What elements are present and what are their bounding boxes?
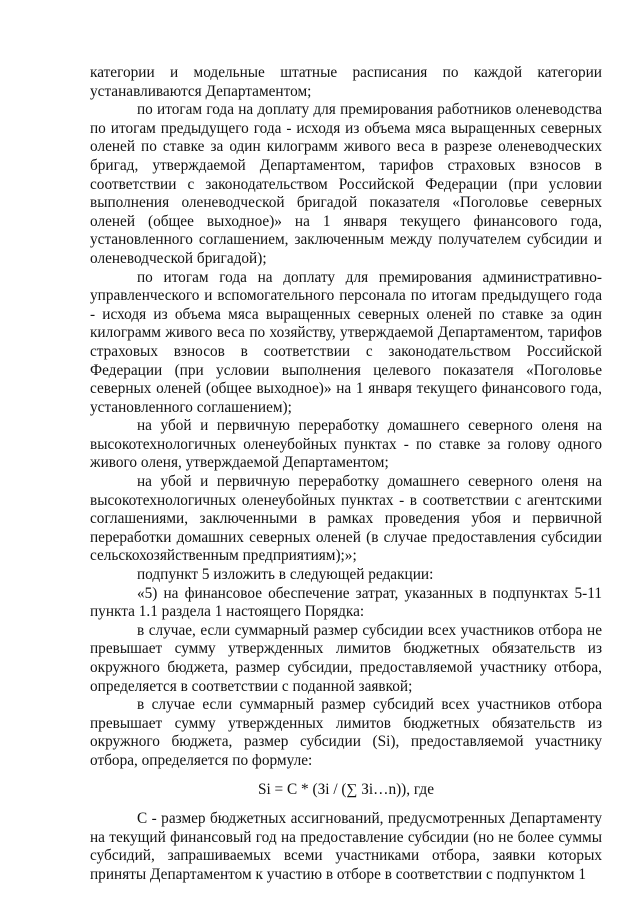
- formula: Si = C * (Зi / (∑ Зi…n)), где: [257, 780, 435, 798]
- paragraph-1: категории и модельные штатные расписания по каждой категории устанавливаются Департаментом;: [90, 64, 602, 100]
- paragraph-final: С - размер бюджетных ассигнований, предусмотренных Департаменту на текущий финансовый год на предоставление субсидии (но не более суммы субсидий, запрашиваемых всеми участниками отбора, заявки которых приняты Департаментом к участию в отборе в соответствии с подпунктом 1: [90, 810, 602, 883]
- document-page: [90, 64, 602, 885]
- paragraph-2: по итогам года на доплату для премирования работников оленеводства по итогам предыдущего года - исходя из объема мяса выращенных северных оленей по ставке за один килограмм живого веса в разрезе оленеводческих бригад, утверждаемой Департаментом, тарифов страховых взносов в соответствии с законодательством Российской Федерации (при условии выполнения оленеводческой бригадой показателя «Поголовье северных оленей (общее выходное)» на 1 января текущего финансового года, установленного соглашением, заключенным между получателем субсидии и оленеводческой бригадой);: [90, 101, 602, 267]
- paragraph-4: на убой и первичную переработку домашнего северного оленя на высокотехнологичных оленеубойных пунктах - по ставке за голову одного живого оленя, утверждаемой Департаментом;: [90, 417, 602, 472]
- paragraph-3: по итогам года на доплату для премирования административно-управленческого и вспомогательного персонала по итогам предыдущего года - исходя из объема мяса выращенных северных оленей по ставке за один килограмм живого веса по хозяйству, утверждаемой Департаментом, тарифов страховых взносов в соответствии с законодательством Российской Федерации (при условии выполнения целевого показателя «Поголовье северных оленей (общее выходное)» на 1 января текущего финансового года, установленного соглашением);: [90, 268, 602, 416]
- paragraph-6: подпункт 5 изложить в следующей редакции:: [137, 566, 434, 584]
- paragraph-7: «5) на финансовое обеспечение затрат, указанных в подпунктах 5-11 пункта 1.1 раздела 1 настоящего Порядка:: [90, 584, 602, 621]
- paragraph-5: на убой и первичную переработку домашнего северного оленя на высокотехнологичных оленеубойных пунктах - в соответствии с агентскими соглашениями, заключенными в рамках проведения убоя и первичной переработки домашних северных оленей (в случае предоставления субсидии сельскохозяйственным предприятиям);»;: [90, 473, 602, 565]
- paragraph-9: в случае если суммарный размер субсидий всех участников отбора превышает сумму утвержденных лимитов бюджетных обязательств из окружного бюджета, размер субсидии (Si), предоставляемой участнику отбора, определяется по формуле:: [90, 696, 602, 769]
- paragraph-8: в случае, если суммарный размер субсидии всех участников отбора не превышает сумму утвержденных лимитов бюджетных обязательств из окружного бюджета, размер субсидии, предоставляемой участнику отбора, определяется в соответствии с поданной заявкой;: [90, 621, 602, 695]
